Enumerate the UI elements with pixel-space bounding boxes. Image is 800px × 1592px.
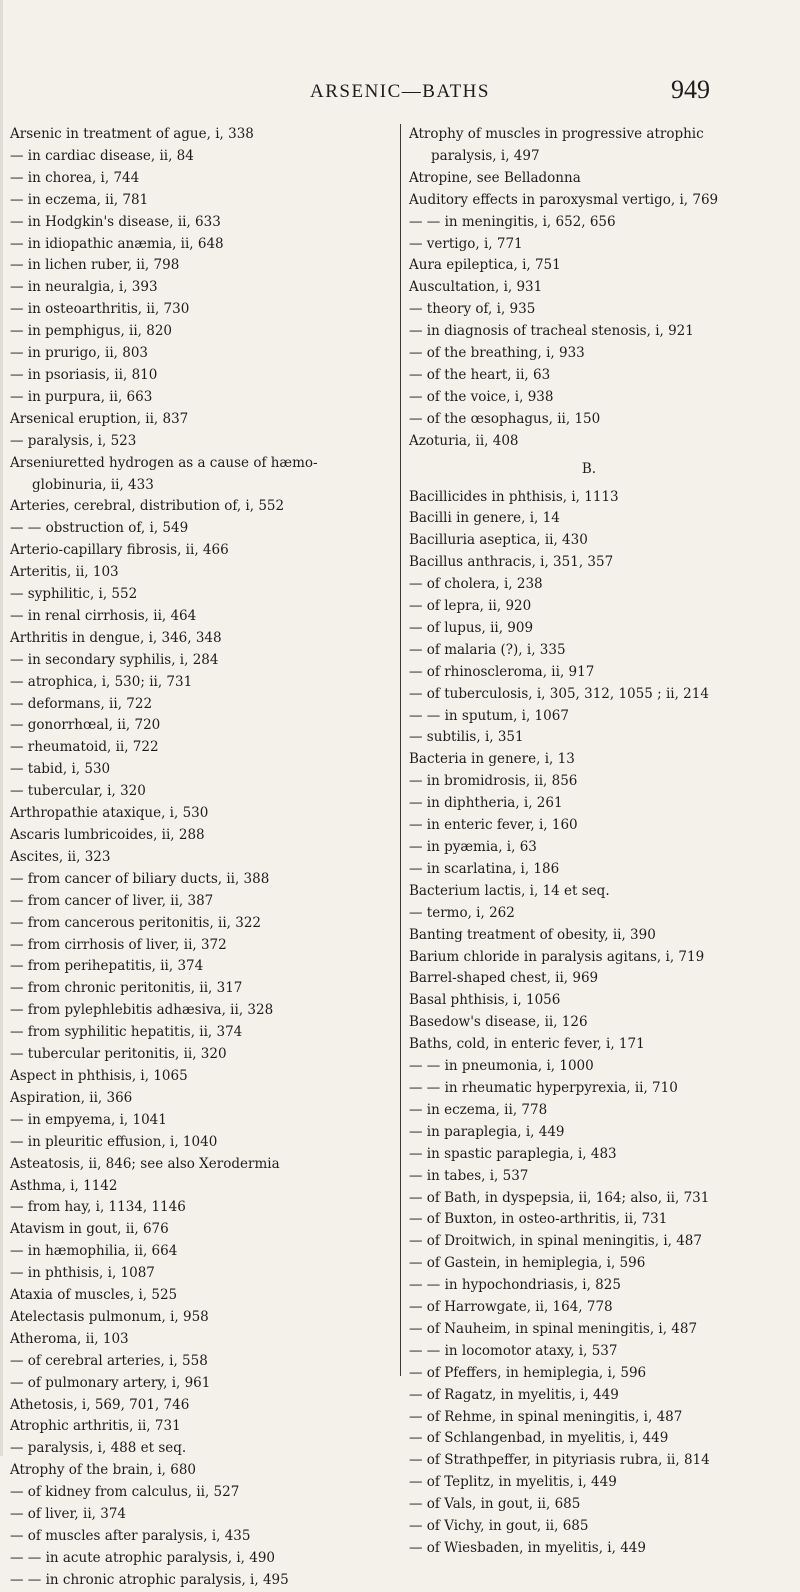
column-divider xyxy=(400,124,401,1376)
index-entry: Arterio-capillary fibrosis, ii, 466 xyxy=(10,542,229,559)
index-entry: — in idiopathic anæmia, ii, 648 xyxy=(10,235,224,252)
right-column-a-entries xyxy=(409,124,769,453)
index-entry: Atropine, see Belladonna xyxy=(409,169,581,186)
index-entry: — of tuberculosis, i, 305, 312, 1055 ; ii, 214 xyxy=(409,685,709,702)
index-entry: Arthropathie ataxique, i, 530 xyxy=(10,805,209,822)
index-entry: Barrel-shaped chest, ii, 969 xyxy=(409,970,599,987)
index-entry: — from hay, i, 1134, 1146 xyxy=(10,1199,186,1216)
index-entry: — of Schlangenbad, in myelitis, i, 449 xyxy=(409,1430,669,1447)
index-entry: Atrophy of muscles in progressive atrophic xyxy=(409,126,704,142)
index-entry: — of lepra, ii, 920 xyxy=(409,598,532,615)
index-entry: — from chronic peritonitis, ii, 317 xyxy=(10,980,243,997)
index-entry: — from cancer of biliary ducts, ii, 388 xyxy=(10,870,270,887)
index-entry: — of the heart, ii, 63 xyxy=(409,366,551,383)
index-entry: Arsenic in treatment of ague, i, 338 xyxy=(10,126,254,142)
index-entry: Auscultation, i, 931 xyxy=(409,279,543,296)
right-column xyxy=(409,124,769,1560)
index-entry: — — in rheumatic hyperpyrexia, ii, 710 xyxy=(409,1079,678,1096)
index-entry: — in hæmophilia, ii, 664 xyxy=(10,1243,178,1260)
index-entry: — from cancerous peritonitis, ii, 322 xyxy=(10,914,262,931)
index-entry: — of lupus, ii, 909 xyxy=(409,619,534,636)
index-entry: Ascaris lumbricoides, ii, 288 xyxy=(10,827,205,843)
page-header xyxy=(0,75,800,115)
index-entry: Arsenical eruption, ii, 837 xyxy=(10,410,189,427)
index-entry: — in bromidrosis, ii, 856 xyxy=(409,773,578,790)
running-head: ARSENIC—BATHS xyxy=(310,81,490,102)
index-entry: Bacilluria aseptica, ii, 430 xyxy=(409,532,588,549)
index-entry: — in purpura, ii, 663 xyxy=(10,388,153,405)
index-entry: Barium chloride in paralysis agitans, i, 719 xyxy=(409,948,705,965)
index-entry: — tubercular, i, 320 xyxy=(10,783,146,800)
index-entry: — — in pneumonia, i, 1000 xyxy=(409,1058,594,1075)
index-entry: — — in acute atrophic paralysis, i, 490 xyxy=(10,1549,276,1566)
index-entry: — paralysis, i, 523 xyxy=(10,432,137,449)
index-entry: — in osteoarthritis, ii, 730 xyxy=(10,301,190,318)
index-entry: — syphilitic, i, 552 xyxy=(10,586,138,603)
index-entry: Ascites, ii, 323 xyxy=(10,848,111,865)
index-entry: — from syphilitic hepatitis, ii, 374 xyxy=(10,1024,243,1041)
index-entry: — of Droitwich, in spinal meningitis, i, 487 xyxy=(409,1233,702,1250)
index-entry: Basedow's disease, ii, 126 xyxy=(409,1014,588,1031)
index-entry: Atelectasis pulmonum, i, 958 xyxy=(10,1308,209,1325)
index-entry: — in pyæmia, i, 63 xyxy=(409,839,537,855)
index-entry: — in cardiac disease, ii, 84 xyxy=(10,147,194,164)
index-entry: — of Bath, in dyspepsia, ii, 164; also, ii, 731 xyxy=(409,1189,710,1206)
index-entry: — in renal cirrhosis, ii, 464 xyxy=(10,607,197,624)
index-entry: Aspiration, ii, 366 xyxy=(10,1089,133,1106)
page-edge xyxy=(0,0,3,1456)
index-entry: — in phthisis, i, 1087 xyxy=(10,1265,155,1282)
index-entry: — — in meningitis, i, 652, 656 xyxy=(409,213,616,230)
index-entry: Atrophy of the brain, i, 680 xyxy=(10,1462,196,1479)
index-entry: — in diagnosis of tracheal stenosis, i, 921 xyxy=(409,323,694,340)
index-entry: — in empyema, i, 1041 xyxy=(10,1111,167,1128)
index-entry: paralysis, i, 497 xyxy=(431,147,540,164)
index-entry: — in tabes, i, 537 xyxy=(409,1167,529,1184)
index-entry: — of Vals, in gout, ii, 685 xyxy=(409,1496,581,1513)
index-entry: — of Vichy, in gout, ii, 685 xyxy=(409,1518,589,1535)
index-entry: — from pylephlebitis adhæsiva, ii, 328 xyxy=(10,1002,274,1019)
index-entry: Asthma, i, 1142 xyxy=(10,1177,118,1194)
index-entry: — vertigo, i, 771 xyxy=(409,235,523,252)
index-entry: — of cholera, i, 238 xyxy=(409,576,543,593)
index-entry: — tubercular peritonitis, ii, 320 xyxy=(10,1046,227,1063)
index-entry: — of the voice, i, 938 xyxy=(409,388,554,405)
index-entry: — in eczema, ii, 781 xyxy=(10,191,149,208)
index-entry: — of the breathing, i, 933 xyxy=(409,345,585,362)
index-entry: Atrophic arthritis, ii, 731 xyxy=(10,1418,181,1435)
index-entry: Bacteria in genere, i, 13 xyxy=(409,751,575,768)
index-entry: — of cerebral arteries, i, 558 xyxy=(10,1352,208,1369)
index-entry: Asteatosis, ii, 846; see also Xerodermia xyxy=(10,1155,280,1172)
index-entry: — of Buxton, in osteo-arthritis, ii, 731 xyxy=(409,1211,668,1228)
index-entry: Bacillicides in phthisis, i, 1113 xyxy=(409,488,619,505)
index-entry: — in pleuritic effusion, i, 1040 xyxy=(10,1133,218,1150)
index-entry: — of Pfeffers, in hemiplegia, i, 596 xyxy=(409,1364,647,1381)
index-entry: Atheroma, ii, 103 xyxy=(10,1330,129,1347)
index-entry: — in neuralgia, i, 393 xyxy=(10,279,158,296)
index-entry: — in diphtheria, i, 261 xyxy=(409,795,563,812)
index-entry: — of liver, ii, 374 xyxy=(10,1506,126,1523)
index-entry: — in lichen ruber, ii, 798 xyxy=(10,257,180,274)
index-entry: — of Gastein, in hemiplegia, i, 596 xyxy=(409,1255,646,1272)
index-entry: — paralysis, i, 488 et seq. xyxy=(10,1440,187,1457)
index-entry: — subtilis, i, 351 xyxy=(409,729,524,746)
index-entry: Baths, cold, in enteric fever, i, 171 xyxy=(409,1036,645,1053)
index-entry: Banting treatment of obesity, ii, 390 xyxy=(409,926,656,943)
index-entry: — — in chronic atrophic paralysis, i, 495 xyxy=(10,1571,289,1588)
right-column-b-entries xyxy=(409,487,769,1560)
section-letter-b: B. xyxy=(581,460,597,477)
index-entry: — in Hodgkin's disease, ii, 633 xyxy=(10,213,221,230)
index-entry: — in scarlatina, i, 186 xyxy=(409,860,560,877)
index-entry: — of Teplitz, in myelitis, i, 449 xyxy=(409,1474,617,1491)
index-entry: — of Harrowgate, ii, 164, 778 xyxy=(409,1299,613,1316)
index-entry: — of pulmonary artery, i, 961 xyxy=(10,1374,211,1391)
index-entry: — termo, i, 262 xyxy=(409,904,515,921)
index-entry: Bacilli in genere, i, 14 xyxy=(409,510,560,527)
index-entry: — from perihepatitis, ii, 374 xyxy=(10,958,204,975)
index-entry: — in spastic paraplegia, i, 483 xyxy=(409,1145,617,1162)
index-entry: — of Wiesbaden, in myelitis, i, 449 xyxy=(409,1540,646,1556)
index-entry: — rheumatoid, ii, 722 xyxy=(10,739,159,756)
index-entry: globinuria, ii, 433 xyxy=(32,476,154,493)
index-entry: — of rhinoscleroma, ii, 917 xyxy=(409,663,595,680)
index-entry: — — obstruction of, i, 549 xyxy=(10,520,189,537)
index-entry: — in secondary syphilis, i, 284 xyxy=(10,651,219,668)
index-entry: — — in sputum, i, 1067 xyxy=(409,707,569,724)
index-entry: — of Ragatz, in myelitis, i, 449 xyxy=(409,1386,619,1403)
index-entry: Arteritis, ii, 103 xyxy=(10,564,119,581)
index-entry: — deformans, ii, 722 xyxy=(10,695,153,712)
index-entry: Arseniuretted hydrogen as a cause of hæmo- xyxy=(10,454,318,471)
index-entry: — in pemphigus, ii, 820 xyxy=(10,323,173,340)
index-entry: Aspect in phthisis, i, 1065 xyxy=(10,1067,188,1084)
index-entry: — tabid, i, 530 xyxy=(10,761,111,778)
index-entry: Bacterium lactis, i, 14 et seq. xyxy=(409,882,610,899)
index-entry: — — in hypochondriasis, i, 825 xyxy=(409,1277,621,1294)
index-entry: — in enteric fever, i, 160 xyxy=(409,817,578,834)
index-entry: Basal phthisis, i, 1056 xyxy=(409,992,561,1009)
index-entry: Auditory effects in paroxysmal vertigo, i, 769 xyxy=(409,191,719,208)
index-entry: — in paraplegia, i, 449 xyxy=(409,1123,565,1140)
index-entry: Arthritis in dengue, i, 346, 348 xyxy=(10,629,222,646)
index-entry: — atrophica, i, 530; ii, 731 xyxy=(10,673,193,690)
index-entry: Bacillus anthracis, i, 351, 357 xyxy=(409,554,614,571)
index-entry: — of Strathpeffer, in pityriasis rubra, ii, 814 xyxy=(409,1452,710,1469)
index-entry: Aura epileptica, i, 751 xyxy=(409,257,561,274)
index-entry: Atavism in gout, ii, 676 xyxy=(10,1221,169,1238)
index-entry: — of Nauheim, in spinal meningitis, i, 487 xyxy=(409,1320,698,1337)
index-entry: Arteries, cerebral, distribution of, i, 552 xyxy=(10,498,285,515)
index-entry: — of kidney from calculus, ii, 527 xyxy=(10,1484,240,1501)
index-entry: — in prurigo, ii, 803 xyxy=(10,345,148,362)
index-entry: — of Rehme, in spinal meningitis, i, 487 xyxy=(409,1408,683,1425)
page-number: 949 xyxy=(671,75,710,104)
index-entry: — theory of, i, 935 xyxy=(409,301,536,318)
index-entry: — from cancer of liver, ii, 387 xyxy=(10,892,214,909)
index-entry: Athetosis, i, 569, 701, 746 xyxy=(10,1396,190,1413)
index-entry: Azoturia, ii, 408 xyxy=(409,432,519,449)
index-entry: — in eczema, ii, 778 xyxy=(409,1101,548,1118)
index-entry: — in chorea, i, 744 xyxy=(10,169,140,186)
index-entry: — — in locomotor ataxy, i, 537 xyxy=(409,1342,618,1359)
left-column xyxy=(10,124,370,1592)
index-entry: — from cirrhosis of liver, ii, 372 xyxy=(10,936,227,953)
index-entry: — of the œsophagus, ii, 150 xyxy=(409,410,601,427)
index-entry: — in psoriasis, ii, 810 xyxy=(10,366,158,383)
index-entry: Ataxia of muscles, i, 525 xyxy=(10,1287,178,1304)
index-entry: — gonorrhœal, ii, 720 xyxy=(10,717,161,734)
index-entry: — of muscles after paralysis, i, 435 xyxy=(10,1528,251,1544)
index-entry: — of malaria (?), i, 335 xyxy=(409,641,566,658)
